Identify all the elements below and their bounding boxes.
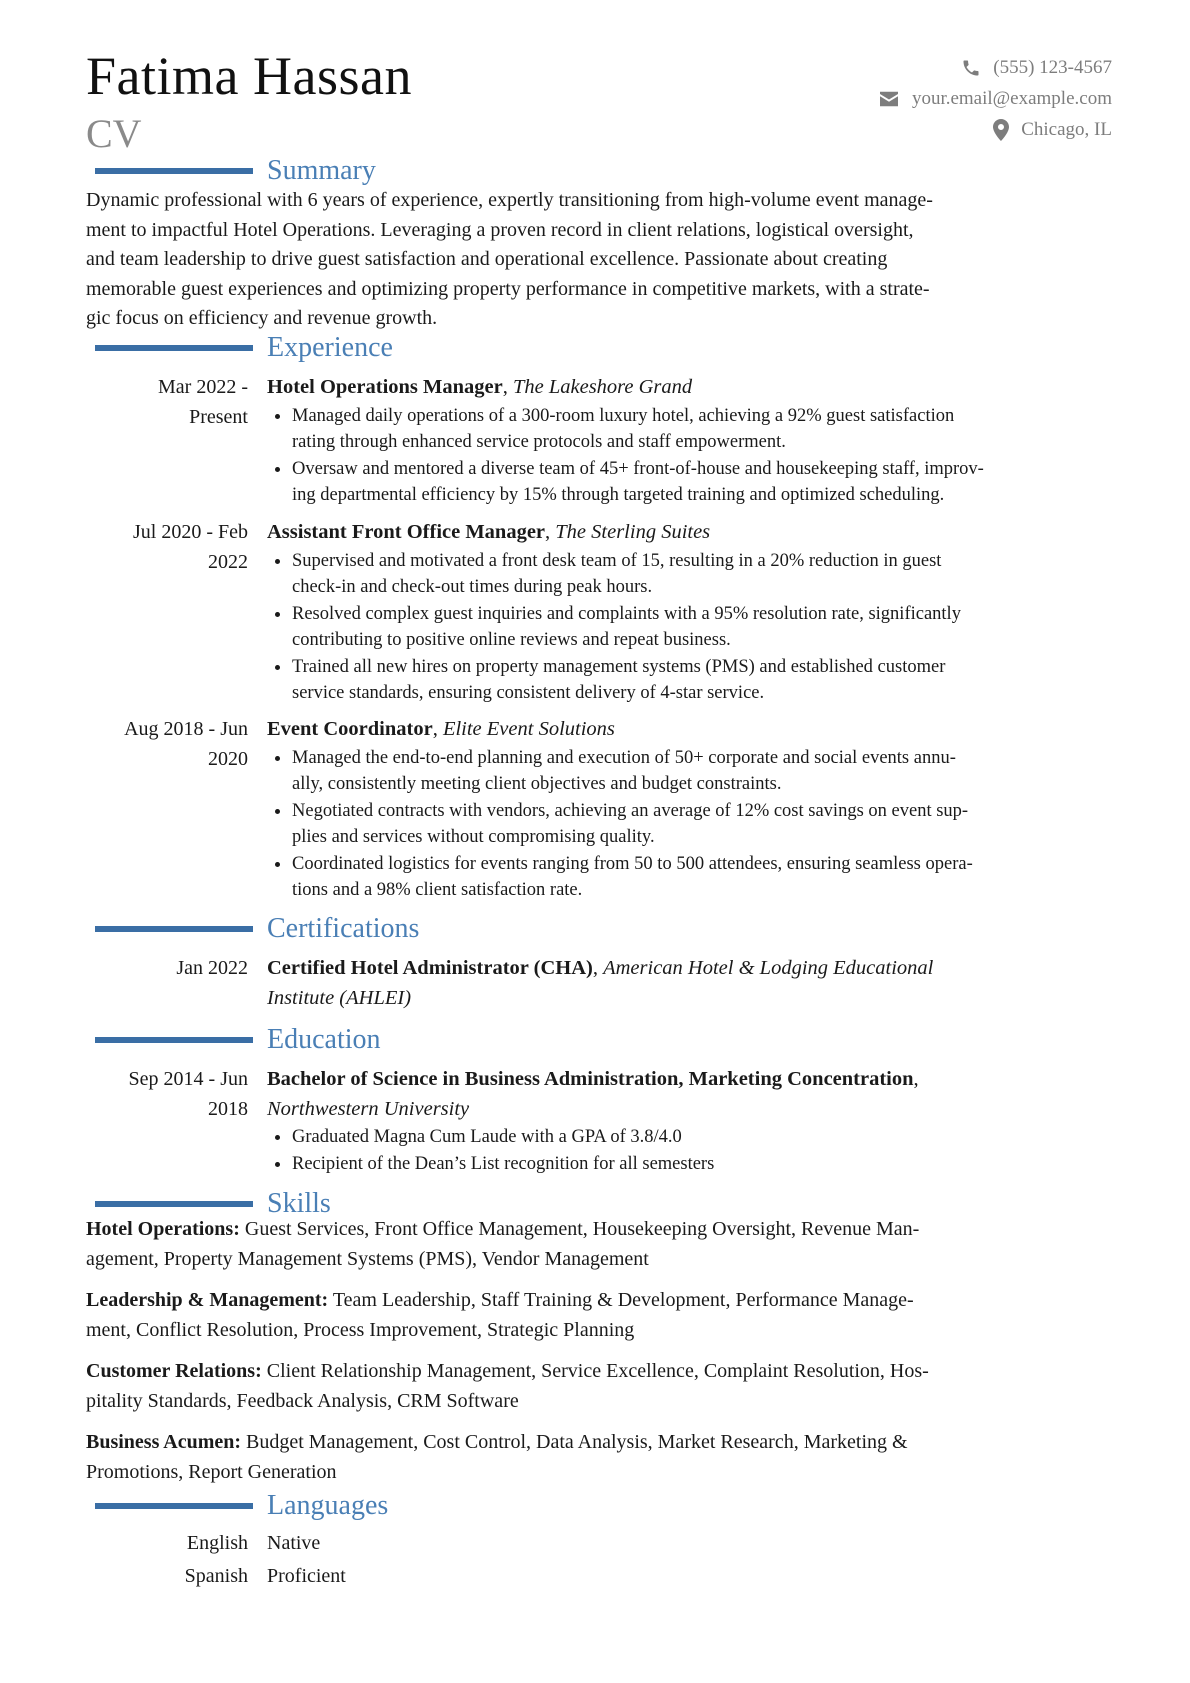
section-certifications-header (0, 912, 1190, 946)
email-text[interactable]: your.email@example.com (911, 88, 1112, 109)
entry-date (86, 518, 248, 577)
section-accent-bar (95, 1201, 253, 1207)
section-summary-header (0, 154, 1190, 188)
language-name: Spanish (184, 1565, 248, 1587)
bullet-list (267, 745, 1087, 904)
skill-text: Guest Services, Front Office Management, Housekeeping Oversight, Revenue Man- (239, 1218, 920, 1240)
certification-title: Certified Hotel Administrator (CHA) (267, 957, 593, 979)
section-experience-header (0, 331, 1190, 365)
summary-line: Dynamic professional with 6 years of experience, expertly transitioning from high-volume event manage- (86, 189, 933, 211)
bullet-item (267, 601, 1087, 654)
entry-body (267, 373, 1087, 509)
skill-label: Leadership & Management: (86, 1289, 329, 1311)
bullet-list (267, 1124, 1087, 1177)
document-subtitle: CV (86, 111, 142, 156)
issuer: American Hotel & Lodging Educational (603, 957, 934, 979)
date-line: 2018 (208, 1097, 248, 1120)
entry-date (86, 954, 248, 984)
job-title: Hotel Operations Manager (267, 376, 503, 398)
summary-line: and team leadership to drive guest satisfaction and operational excellence. Passionate about creating (86, 248, 888, 270)
section-education-header (0, 1023, 1190, 1057)
job-title: Assistant Front Office Manager (267, 521, 546, 543)
phone-text: (555) 123-4567 (993, 57, 1112, 78)
skill-line: agement, Property Management Systems (PMS), Vendor Management (86, 1247, 649, 1270)
section-title: Certifications (267, 913, 420, 944)
language-name: English (186, 1532, 248, 1554)
bullet-line: Supervised and motivated a front desk team of 15, resulting in a 20% reduction in guest (292, 550, 942, 571)
entry-date (86, 1065, 248, 1124)
bullet-line: Oversaw and mentored a diverse team of 45+ front-of-house and housekeeping staff, improv- (292, 458, 984, 479)
institution: Northwestern University (267, 1097, 470, 1120)
entry-heading: Certified Hotel Administrator (CHA), American Hotel & Lodging Educational (267, 957, 934, 979)
bullet-list (267, 403, 1087, 509)
bullet-item (267, 798, 1087, 851)
skill-group (86, 1215, 1113, 1274)
skill-line (86, 1428, 1113, 1458)
section-accent-bar (95, 926, 253, 932)
candidate-name: Fatima Hassan (86, 46, 412, 106)
entry-body (267, 954, 1087, 1013)
entry-heading: Bachelor of Science in Business Administration, Marketing Concentration, (267, 1068, 919, 1090)
bullet-item: Graduated Magna Cum Laude with a GPA of 3.8/4.0 (267, 1124, 1087, 1151)
skill-text: Client Relationship Management, Service Excellence, Complaint Resolution, Hos- (261, 1360, 929, 1382)
bullet-line: Coordinated logistics for events ranging from 50 to 500 attendees, ensuring seamless opera- (292, 853, 973, 874)
entry-heading: Assistant Front Office Manager, The Sterling Suites (267, 521, 711, 543)
bullet-line: Negotiated contracts with vendors, achieving an average of 12% cost savings on event sup- (292, 800, 969, 821)
bullet-line: service standards, ensuring consistent delivery of 4-star service. (292, 683, 765, 703)
date-line: Mar 2022 - (158, 376, 248, 398)
date-line: Jul 2020 - Feb (133, 521, 248, 543)
section-accent-bar (95, 1037, 253, 1043)
skill-group (86, 1428, 1113, 1487)
section-title: Languages (267, 1490, 389, 1521)
entry-date (86, 373, 248, 432)
bullet-line: Trained all new hires on property management systems (PMS) and established customer (292, 656, 946, 677)
summary-line: memorable guest experiences and optimizing property performance in competitive markets, with a strate- (86, 277, 930, 300)
skill-line: Promotions, Report Generation (86, 1460, 337, 1483)
date-line: Present (189, 405, 248, 428)
employer: The Lakeshore Grand (512, 376, 693, 398)
skill-line (86, 1357, 1113, 1387)
language-row (0, 1529, 1190, 1559)
entry-heading-cont (267, 984, 1087, 1014)
date-line: Jan 2022 (176, 957, 248, 979)
bullet-line: ally, consistently meeting client objectives and budget constraints. (292, 774, 782, 794)
entry-date (86, 715, 248, 774)
bullet-line: Managed daily operations of a 300-room luxury hotel, achieving a 92% guest satisfaction (292, 405, 955, 426)
employer: The Sterling Suites (555, 521, 711, 543)
bullet-item (267, 548, 1087, 601)
skill-group (86, 1286, 1113, 1345)
bullet-list (267, 548, 1087, 707)
skill-line (86, 1286, 1113, 1316)
section-title: Summary (267, 155, 376, 186)
bullet-line: check-in and check-out times during peak hours. (292, 577, 653, 597)
skill-group (86, 1357, 1113, 1416)
date-line: Aug 2018 - Jun (124, 718, 248, 740)
summary-text (86, 186, 1113, 334)
bullet-line: Resolved complex guest inquiries and complaints with a 95% resolution rate, significantly (292, 603, 961, 624)
location-text: Chicago, IL (1021, 119, 1112, 140)
bullet-line: contributing to positive online reviews and repeat business. (292, 630, 731, 650)
skill-label: Hotel Operations: (86, 1218, 240, 1240)
section-title: Experience (267, 332, 393, 363)
skill-line: ment, Conflict Resolution, Process Improvement, Strategic Planning (86, 1318, 635, 1341)
envelope-icon (878, 90, 900, 108)
date-line: Sep 2014 - Jun (128, 1068, 248, 1090)
contact-block (878, 52, 1112, 145)
date-line: 2020 (208, 747, 248, 770)
date-line: 2022 (208, 550, 248, 573)
issuer: Institute (AHLEI) (267, 986, 412, 1009)
bullet-line: plies and services without compromising quality. (292, 827, 655, 847)
entry-body (267, 518, 1087, 707)
language-level: Proficient (267, 1565, 346, 1587)
section-title: Skills (267, 1188, 331, 1219)
bullet-line: Managed the end-to-end planning and execution of 50+ corporate and social events annu- (292, 747, 956, 768)
section-title: Education (267, 1024, 381, 1055)
skill-label: Customer Relations: (86, 1360, 262, 1382)
bullet-line: ing departmental efficiency by 15% through targeted training and optimized scheduling. (292, 485, 945, 505)
skill-label: Business Acumen: (86, 1431, 242, 1453)
bullet-item (267, 654, 1087, 707)
section-accent-bar (95, 168, 253, 174)
entry-heading: Event Coordinator, Elite Event Solutions (267, 718, 615, 740)
employer: Elite Event Solutions (442, 718, 615, 740)
skill-text: Team Leadership, Staff Training & Development, Performance Manage- (328, 1289, 914, 1311)
section-accent-bar (95, 1503, 253, 1509)
bullet-item (267, 403, 1087, 456)
skill-text: Budget Management, Cost Control, Data Analysis, Market Research, Marketing & (241, 1431, 908, 1453)
entry-heading-cont (267, 1095, 1087, 1125)
bullet-item: Recipient of the Dean’s List recognition for all semesters (267, 1151, 1087, 1178)
section-languages-header (0, 1489, 1190, 1523)
skill-line (86, 1215, 1113, 1245)
degree-title: Bachelor of Science in Business Administration, Marketing Concentration (267, 1068, 914, 1090)
summary-line: ment to impactful Hotel Operations. Leveraging a proven record in client relations, logistical oversight, (86, 218, 914, 241)
entry-body (267, 715, 1087, 904)
phone-icon (961, 58, 981, 78)
language-level: Native (267, 1532, 321, 1554)
contact-email (878, 83, 1112, 114)
bullet-line: rating through enhanced service protocols and staff empowerment. (292, 432, 786, 452)
bullet-item (267, 851, 1087, 904)
bullet-item (267, 745, 1087, 798)
contact-location (878, 114, 1112, 145)
language-row (0, 1562, 1190, 1592)
entry-heading: Hotel Operations Manager, The Lakeshore Grand (267, 376, 693, 398)
skill-line: pitality Standards, Feedback Analysis, CRM Software (86, 1389, 519, 1412)
job-title: Event Coordinator (267, 718, 433, 740)
summary-line: gic focus on efficiency and revenue growth. (86, 307, 438, 329)
bullet-item (267, 456, 1087, 509)
bullet-line: tions and a 98% client satisfaction rate. (292, 880, 583, 900)
contact-phone (878, 52, 1112, 83)
section-accent-bar (95, 345, 253, 351)
map-pin-icon (993, 119, 1009, 141)
entry-body (267, 1065, 1087, 1177)
